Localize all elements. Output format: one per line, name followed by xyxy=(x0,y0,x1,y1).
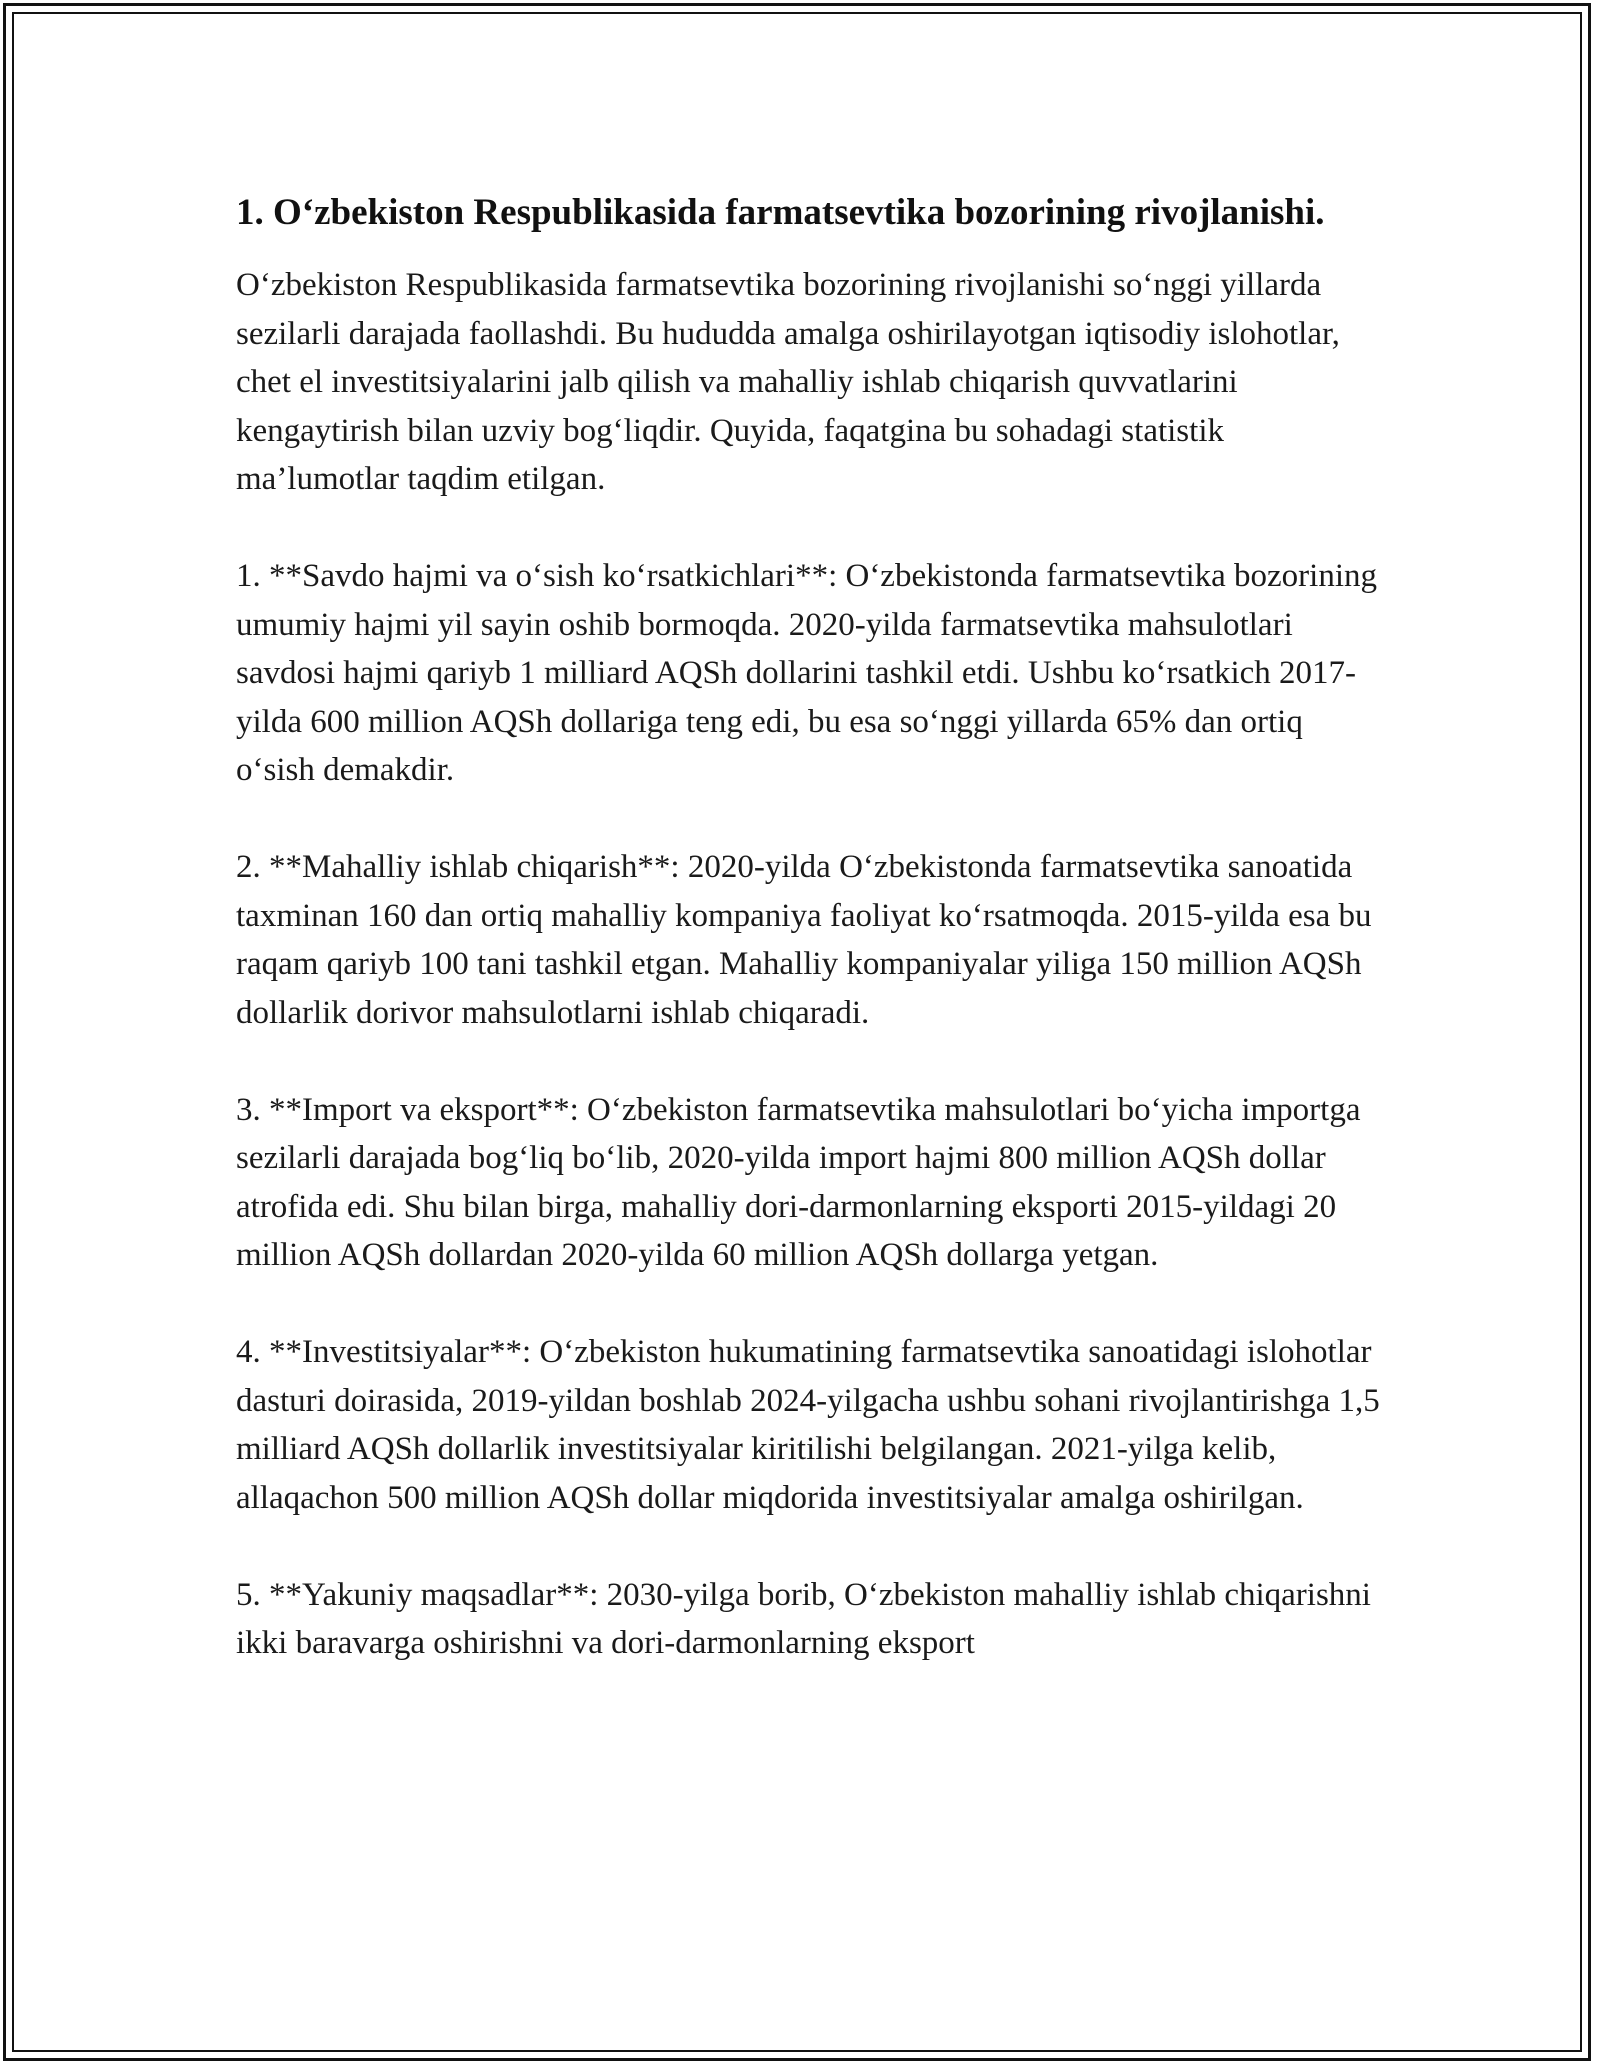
paragraph-final-goals: 5. **Yakuniy maqsadlar**: 2030-yilga borib, O‘zbekiston mahalliy ishlab chiqarishni ikki baravarga oshirishni va dori-darmonlarning eksport xyxy=(236,1576,1371,1661)
paragraph-investments: 4. **Investitsiyalar**: O‘zbekiston hukumatining farmatsevtika sanoatidagi islohotlar dasturi doirasida, 2019-yildan boshlab 2024-yilgacha ushbu sohani rivojlantirishga 1,5 milliard AQSh dollarlik investitsiyalar kiritilishi belgilangan. 2021-yilga kelib, allaqachon 500 million AQSh dollar miqdorida investitsiyalar amalga oshirilgan. xyxy=(236,1334,1380,1516)
section-heading: 1. O‘zbekiston Respublikasida farmatsevtika bozorining rivojlanishi. xyxy=(236,192,1325,233)
document-body xyxy=(236,185,1386,1716)
paragraph-import-export: 3. **Import va eksport**: O‘zbekiston farmatsevtika mahsulotlari bo‘yicha importga sezilarli darajada bog‘liq bo‘lib, 2020-yilda import hajmi 800 million AQSh dollar atrofida edi. Shu bilan birga, mahalliy dori-darmonlarning eksporti 2015-yildagi 20 million AQSh dollardan 2020-yilda 60 million AQSh dollarga yetgan. xyxy=(236,1091,1361,1273)
intro-paragraph: O‘zbekiston Respublikasida farmatsevtika bozorining rivojlanishi so‘nggi yillarda sezilarli darajada faollashdi. Bu hududda amalga oshirilayotgan iqtisodiy islohotlar, chet el investitsiyalarini jalb qilish va mahalliy ishlab chiqarish quvvatlarini kengaytirish bilan uzviy bog‘liqdir. Quyida, faqatgina bu sohadagi statistik ma’lumotlar taqdim etilgan. xyxy=(236,267,1340,497)
paragraph-local-production: 2. **Mahalliy ishlab chiqarish**: 2020-yilda O‘zbekistonda farmatsevtika sanoatida taxminan 160 dan ortiq mahalliy kompaniya faoliyat ko‘rsatmoqda. 2015-yilda esa bu raqam qariyb 100 tani tashkil etgan. Mahalliy kompaniyalar yiliga 150 million AQSh dollarlik dorivor mahsulotlarni ishlab chiqaradi. xyxy=(236,849,1372,1031)
paragraph-sales-volume: 1. **Savdo hajmi va o‘sish ko‘rsatkichlari**: O‘zbekistonda farmatsevtika bozorining umumiy hajmi yil sayin oshib bormoqda. 2020-yilda farmatsevtika mahsulotlari savdosi hajmi qariyb 1 milliard AQSh dollarini tashkil etdi. Ushbu ko‘rsatkich 2017-yilda 600 million AQSh dollariga teng edi, bu esa so‘nggi yillarda 65% dan ortiq o‘sish demakdir. xyxy=(236,558,1377,788)
